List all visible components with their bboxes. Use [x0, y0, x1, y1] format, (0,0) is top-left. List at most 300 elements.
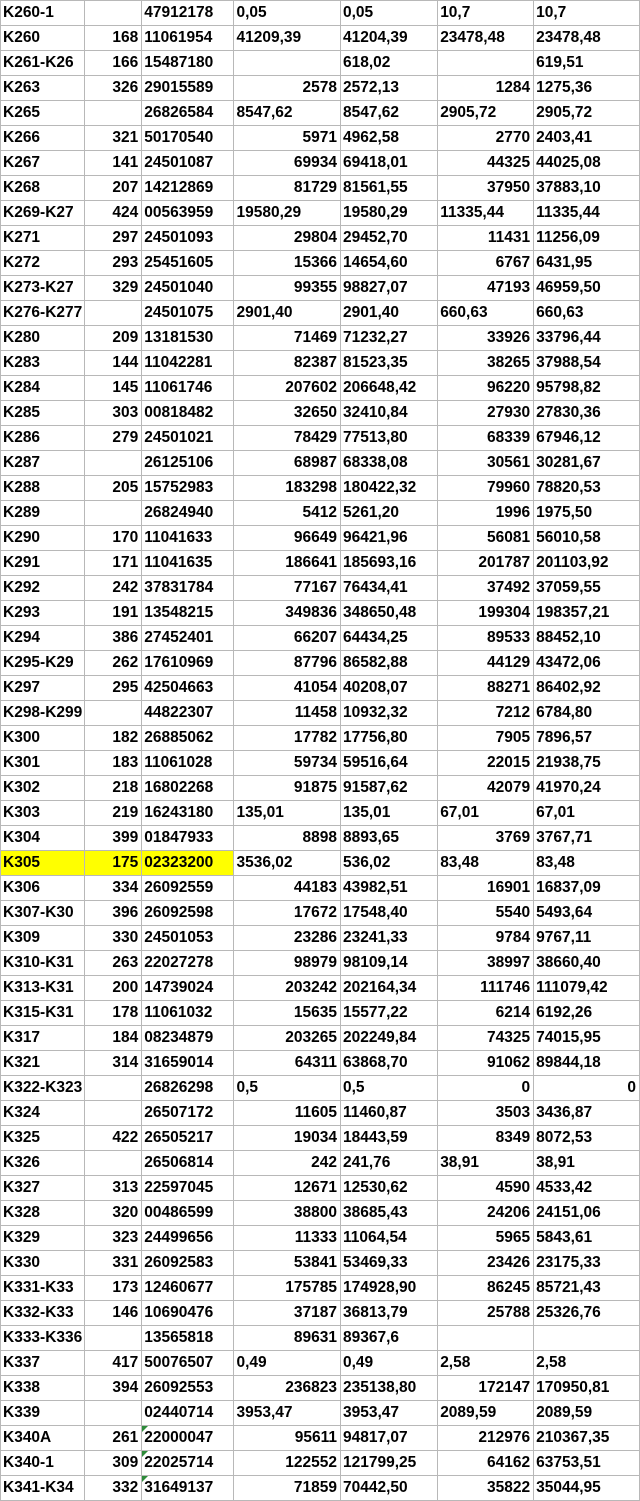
cell-value-1[interactable]: 32650	[234, 401, 340, 426]
cell-value-3[interactable]: 35822	[438, 1476, 534, 1501]
cell-value-2[interactable]: 32410,84	[340, 401, 437, 426]
cell-name[interactable]: K285	[1, 401, 85, 426]
cell-name[interactable]: K325	[1, 1126, 85, 1151]
cell-value-1[interactable]: 207602	[234, 376, 340, 401]
cell-value-3[interactable]: 67,01	[438, 801, 534, 826]
cell-value-3[interactable]: 2770	[438, 126, 534, 151]
cell-code[interactable]: 15752983	[142, 476, 234, 501]
cell-number[interactable]	[85, 1151, 142, 1176]
cell-value-1[interactable]: 2901,40	[234, 301, 340, 326]
cell-value-4[interactable]: 89844,18	[534, 1051, 640, 1076]
cell-value-1[interactable]: 96649	[234, 526, 340, 551]
cell-value-1[interactable]: 37187	[234, 1301, 340, 1326]
cell-value-2[interactable]: 14654,60	[340, 251, 437, 276]
cell-code[interactable]: 26826584	[142, 101, 234, 126]
cell-code[interactable]: 31649137	[142, 1476, 234, 1501]
cell-value-4[interactable]: 6784,80	[534, 701, 640, 726]
cell-code[interactable]: 26505217	[142, 1126, 234, 1151]
cell-value-1[interactable]: 44183	[234, 876, 340, 901]
cell-value-4[interactable]: 35044,95	[534, 1476, 640, 1501]
cell-code[interactable]: 13181530	[142, 326, 234, 351]
cell-name[interactable]: K321	[1, 1051, 85, 1076]
cell-value-2[interactable]: 17756,80	[340, 726, 437, 751]
cell-name[interactable]: K290	[1, 526, 85, 551]
cell-number[interactable]	[85, 501, 142, 526]
cell-value-4[interactable]: 11256,09	[534, 226, 640, 251]
cell-value-4[interactable]: 170950,81	[534, 1376, 640, 1401]
cell-value-4[interactable]: 38660,40	[534, 951, 640, 976]
cell-number[interactable]	[85, 1326, 142, 1351]
cell-value-3[interactable]: 79960	[438, 476, 534, 501]
cell-code[interactable]: 11061746	[142, 376, 234, 401]
cell-value-1[interactable]: 203265	[234, 1026, 340, 1051]
cell-number[interactable]: 145	[85, 376, 142, 401]
cell-code[interactable]: 26507172	[142, 1101, 234, 1126]
cell-code[interactable]: 02323200	[142, 851, 234, 876]
cell-value-3[interactable]: 2905,72	[438, 101, 534, 126]
cell-code[interactable]: 22027278	[142, 951, 234, 976]
cell-value-4[interactable]: 46959,50	[534, 276, 640, 301]
cell-number[interactable]: 293	[85, 251, 142, 276]
cell-name[interactable]: K260	[1, 26, 85, 51]
cell-name[interactable]: K265	[1, 101, 85, 126]
cell-number[interactable]: 242	[85, 576, 142, 601]
cell-value-2[interactable]: 38685,43	[340, 1201, 437, 1226]
cell-value-2[interactable]: 89367,6	[340, 1326, 437, 1351]
cell-number[interactable]: 205	[85, 476, 142, 501]
cell-value-3[interactable]: 6767	[438, 251, 534, 276]
cell-value-4[interactable]: 0	[534, 1076, 640, 1101]
cell-code[interactable]: 24501093	[142, 226, 234, 251]
cell-value-1[interactable]: 98979	[234, 951, 340, 976]
cell-value-1[interactable]: 59734	[234, 751, 340, 776]
cell-value-3[interactable]: 7212	[438, 701, 534, 726]
cell-value-1[interactable]: 87796	[234, 651, 340, 676]
cell-value-1[interactable]: 71469	[234, 326, 340, 351]
cell-value-4[interactable]: 198357,21	[534, 601, 640, 626]
cell-value-1[interactable]: 71859	[234, 1476, 340, 1501]
cell-value-2[interactable]: 18443,59	[340, 1126, 437, 1151]
cell-value-3[interactable]: 16901	[438, 876, 534, 901]
cell-name[interactable]: K302	[1, 776, 85, 801]
cell-number[interactable]: 209	[85, 326, 142, 351]
cell-value-2[interactable]: 15577,22	[340, 1001, 437, 1026]
cell-value-2[interactable]: 59516,64	[340, 751, 437, 776]
cell-name[interactable]: K286	[1, 426, 85, 451]
cell-code[interactable]: 11041633	[142, 526, 234, 551]
cell-code[interactable]: 26092583	[142, 1251, 234, 1276]
cell-value-4[interactable]: 23175,33	[534, 1251, 640, 1276]
cell-value-2[interactable]: 185693,16	[340, 551, 437, 576]
cell-name[interactable]: K294	[1, 626, 85, 651]
cell-number[interactable]: 182	[85, 726, 142, 751]
cell-value-3[interactable]: 201787	[438, 551, 534, 576]
cell-value-1[interactable]: 242	[234, 1151, 340, 1176]
cell-value-2[interactable]: 86582,88	[340, 651, 437, 676]
cell-value-1[interactable]: 2578	[234, 76, 340, 101]
cell-value-4[interactable]: 6192,26	[534, 1001, 640, 1026]
cell-number[interactable]: 321	[85, 126, 142, 151]
cell-value-2[interactable]: 70442,50	[340, 1476, 437, 1501]
cell-value-3[interactable]: 86245	[438, 1276, 534, 1301]
cell-number[interactable]: 262	[85, 651, 142, 676]
cell-value-2[interactable]: 8893,65	[340, 826, 437, 851]
cell-value-2[interactable]: 3953,47	[340, 1401, 437, 1426]
cell-code[interactable]: 14212869	[142, 176, 234, 201]
cell-value-4[interactable]: 67946,12	[534, 426, 640, 451]
cell-value-2[interactable]: 23241,33	[340, 926, 437, 951]
cell-code[interactable]: 00486599	[142, 1201, 234, 1226]
cell-value-2[interactable]: 0,5	[340, 1076, 437, 1101]
cell-value-1[interactable]: 19580,29	[234, 201, 340, 226]
cell-code[interactable]: 27452401	[142, 626, 234, 651]
cell-value-2[interactable]: 81523,35	[340, 351, 437, 376]
cell-code[interactable]: 26125106	[142, 451, 234, 476]
cell-value-4[interactable]: 5843,61	[534, 1226, 640, 1251]
cell-number[interactable]: 326	[85, 76, 142, 101]
cell-value-4[interactable]: 7896,57	[534, 726, 640, 751]
cell-code[interactable]: 24501087	[142, 151, 234, 176]
cell-value-3[interactable]: 199304	[438, 601, 534, 626]
cell-number[interactable]: 175	[85, 851, 142, 876]
cell-value-2[interactable]: 8547,62	[340, 101, 437, 126]
cell-value-2[interactable]: 536,02	[340, 851, 437, 876]
cell-number[interactable]: 261	[85, 1426, 142, 1451]
cell-number[interactable]: 386	[85, 626, 142, 651]
cell-value-2[interactable]: 2901,40	[340, 301, 437, 326]
cell-code[interactable]: 11061028	[142, 751, 234, 776]
cell-name[interactable]: K326	[1, 1151, 85, 1176]
cell-value-1[interactable]: 15366	[234, 251, 340, 276]
cell-number[interactable]: 173	[85, 1276, 142, 1301]
cell-value-3[interactable]: 111746	[438, 976, 534, 1001]
cell-value-4[interactable]: 41970,24	[534, 776, 640, 801]
cell-value-1[interactable]: 0,49	[234, 1351, 340, 1376]
cell-value-4[interactable]: 16837,09	[534, 876, 640, 901]
cell-value-2[interactable]: 19580,29	[340, 201, 437, 226]
cell-value-4[interactable]: 38,91	[534, 1151, 640, 1176]
cell-value-1[interactable]: 95611	[234, 1426, 340, 1451]
cell-value-2[interactable]: 77513,80	[340, 426, 437, 451]
cell-name[interactable]: K280	[1, 326, 85, 351]
cell-value-4[interactable]: 6431,95	[534, 251, 640, 276]
cell-code[interactable]: 26506814	[142, 1151, 234, 1176]
cell-number[interactable]: 320	[85, 1201, 142, 1226]
cell-value-1[interactable]: 89631	[234, 1326, 340, 1351]
cell-value-2[interactable]: 12530,62	[340, 1176, 437, 1201]
cell-value-1[interactable]: 3536,02	[234, 851, 340, 876]
cell-value-4[interactable]: 83,48	[534, 851, 640, 876]
cell-value-1[interactable]: 77167	[234, 576, 340, 601]
cell-value-1[interactable]: 203242	[234, 976, 340, 1001]
cell-name[interactable]: K306	[1, 876, 85, 901]
cell-value-2[interactable]: 121799,25	[340, 1451, 437, 1476]
cell-number[interactable]: 171	[85, 551, 142, 576]
cell-name[interactable]: K307-K30	[1, 901, 85, 926]
cell-value-4[interactable]: 37883,10	[534, 176, 640, 201]
cell-value-3[interactable]: 23478,48	[438, 26, 534, 51]
cell-value-2[interactable]: 174928,90	[340, 1276, 437, 1301]
cell-number[interactable]: 422	[85, 1126, 142, 1151]
cell-value-2[interactable]: 71232,27	[340, 326, 437, 351]
cell-value-3[interactable]: 68339	[438, 426, 534, 451]
cell-value-2[interactable]: 98109,14	[340, 951, 437, 976]
cell-number[interactable]	[85, 1101, 142, 1126]
cell-code[interactable]: 17610969	[142, 651, 234, 676]
cell-code[interactable]: 26092553	[142, 1376, 234, 1401]
cell-name[interactable]: K271	[1, 226, 85, 251]
cell-value-4[interactable]: 3436,87	[534, 1101, 640, 1126]
cell-value-3[interactable]: 6214	[438, 1001, 534, 1026]
cell-value-4[interactable]: 67,01	[534, 801, 640, 826]
cell-value-2[interactable]: 0,05	[340, 1, 437, 26]
cell-name[interactable]: K340-1	[1, 1451, 85, 1476]
cell-code[interactable]: 13565818	[142, 1326, 234, 1351]
cell-code[interactable]: 50076507	[142, 1351, 234, 1376]
cell-value-4[interactable]: 78820,53	[534, 476, 640, 501]
cell-code[interactable]: 24501040	[142, 276, 234, 301]
cell-value-4[interactable]: 63753,51	[534, 1451, 640, 1476]
cell-value-1[interactable]: 5971	[234, 126, 340, 151]
cell-value-1[interactable]: 66207	[234, 626, 340, 651]
cell-number[interactable]: 332	[85, 1476, 142, 1501]
cell-value-2[interactable]: 36813,79	[340, 1301, 437, 1326]
cell-name[interactable]: K260-1	[1, 1, 85, 26]
cell-value-4[interactable]: 2403,41	[534, 126, 640, 151]
cell-value-3[interactable]: 11431	[438, 226, 534, 251]
cell-value-4[interactable]: 3767,71	[534, 826, 640, 851]
cell-code[interactable]: 47912178	[142, 1, 234, 26]
cell-code[interactable]: 44822307	[142, 701, 234, 726]
cell-number[interactable]: 394	[85, 1376, 142, 1401]
cell-code[interactable]: 12460677	[142, 1276, 234, 1301]
cell-value-4[interactable]: 30281,67	[534, 451, 640, 476]
cell-value-4[interactable]: 210367,35	[534, 1426, 640, 1451]
cell-name[interactable]: K266	[1, 126, 85, 151]
cell-number[interactable]: 263	[85, 951, 142, 976]
cell-value-2[interactable]: 17548,40	[340, 901, 437, 926]
cell-value-4[interactable]: 2905,72	[534, 101, 640, 126]
cell-value-3[interactable]: 38,91	[438, 1151, 534, 1176]
cell-value-1[interactable]: 15635	[234, 1001, 340, 1026]
cell-value-3[interactable]: 44129	[438, 651, 534, 676]
cell-value-1[interactable]: 17782	[234, 726, 340, 751]
cell-value-3[interactable]: 660,63	[438, 301, 534, 326]
cell-code[interactable]: 22000047	[142, 1426, 234, 1451]
cell-value-2[interactable]: 76434,41	[340, 576, 437, 601]
cell-number[interactable]	[85, 301, 142, 326]
cell-number[interactable]	[85, 101, 142, 126]
cell-value-2[interactable]: 69418,01	[340, 151, 437, 176]
cell-value-2[interactable]: 64434,25	[340, 626, 437, 651]
cell-name[interactable]: K329	[1, 1226, 85, 1251]
cell-value-1[interactable]: 175785	[234, 1276, 340, 1301]
cell-code[interactable]: 22025714	[142, 1451, 234, 1476]
cell-value-4[interactable]: 27830,36	[534, 401, 640, 426]
cell-value-4[interactable]: 33796,44	[534, 326, 640, 351]
cell-number[interactable]	[85, 701, 142, 726]
cell-code[interactable]: 00563959	[142, 201, 234, 226]
cell-name[interactable]: K284	[1, 376, 85, 401]
cell-value-3[interactable]: 212976	[438, 1426, 534, 1451]
cell-number[interactable]: 303	[85, 401, 142, 426]
cell-code[interactable]: 00818482	[142, 401, 234, 426]
cell-value-3[interactable]: 11335,44	[438, 201, 534, 226]
cell-value-3[interactable]: 38997	[438, 951, 534, 976]
cell-value-4[interactable]: 660,63	[534, 301, 640, 326]
cell-code[interactable]: 13548215	[142, 601, 234, 626]
cell-value-1[interactable]: 236823	[234, 1376, 340, 1401]
cell-value-4[interactable]: 201103,92	[534, 551, 640, 576]
cell-code[interactable]: 42504663	[142, 676, 234, 701]
cell-name[interactable]: K315-K31	[1, 1001, 85, 1026]
cell-value-3[interactable]	[438, 51, 534, 76]
cell-name[interactable]: K309	[1, 926, 85, 951]
cell-value-2[interactable]: 0,49	[340, 1351, 437, 1376]
cell-value-3[interactable]: 2,58	[438, 1351, 534, 1376]
cell-number[interactable]: 191	[85, 601, 142, 626]
cell-code[interactable]: 10690476	[142, 1301, 234, 1326]
cell-name[interactable]: K272	[1, 251, 85, 276]
cell-value-2[interactable]: 348650,48	[340, 601, 437, 626]
cell-value-1[interactable]: 11333	[234, 1226, 340, 1251]
cell-value-1[interactable]: 19034	[234, 1126, 340, 1151]
cell-number[interactable]: 331	[85, 1251, 142, 1276]
cell-value-4[interactable]: 43472,06	[534, 651, 640, 676]
cell-code[interactable]: 02440714	[142, 1401, 234, 1426]
cell-name[interactable]: K267	[1, 151, 85, 176]
cell-number[interactable]: 329	[85, 276, 142, 301]
cell-value-2[interactable]: 618,02	[340, 51, 437, 76]
cell-value-4[interactable]: 4533,42	[534, 1176, 640, 1201]
cell-code[interactable]: 24501021	[142, 426, 234, 451]
cell-number[interactable]: 183	[85, 751, 142, 776]
cell-value-3[interactable]: 1284	[438, 76, 534, 101]
cell-value-2[interactable]: 40208,07	[340, 676, 437, 701]
cell-value-1[interactable]: 53841	[234, 1251, 340, 1276]
cell-number[interactable]: 146	[85, 1301, 142, 1326]
cell-value-1[interactable]: 29804	[234, 226, 340, 251]
cell-value-3[interactable]: 23426	[438, 1251, 534, 1276]
cell-name[interactable]: K338	[1, 1376, 85, 1401]
cell-value-1[interactable]: 183298	[234, 476, 340, 501]
cell-name[interactable]: K297	[1, 676, 85, 701]
cell-value-3[interactable]: 27930	[438, 401, 534, 426]
cell-value-1[interactable]: 38800	[234, 1201, 340, 1226]
cell-number[interactable]	[85, 1, 142, 26]
cell-value-3[interactable]: 2089,59	[438, 1401, 534, 1426]
cell-number[interactable]	[85, 451, 142, 476]
cell-value-1[interactable]: 11458	[234, 701, 340, 726]
cell-name[interactable]: K295-K29	[1, 651, 85, 676]
cell-code[interactable]: 14739024	[142, 976, 234, 1001]
cell-code[interactable]: 16243180	[142, 801, 234, 826]
cell-value-2[interactable]: 29452,70	[340, 226, 437, 251]
cell-value-2[interactable]: 202249,84	[340, 1026, 437, 1051]
cell-name[interactable]: K317	[1, 1026, 85, 1051]
cell-value-2[interactable]: 206648,42	[340, 376, 437, 401]
cell-value-2[interactable]: 135,01	[340, 801, 437, 826]
cell-name[interactable]: K261-K26	[1, 51, 85, 76]
cell-value-3[interactable]: 91062	[438, 1051, 534, 1076]
cell-value-1[interactable]: 8547,62	[234, 101, 340, 126]
cell-value-3[interactable]: 10,7	[438, 1, 534, 26]
cell-name[interactable]: K287	[1, 451, 85, 476]
cell-name[interactable]: K337	[1, 1351, 85, 1376]
cell-value-3[interactable]: 1996	[438, 501, 534, 526]
cell-name[interactable]: K313-K31	[1, 976, 85, 1001]
cell-number[interactable]: 279	[85, 426, 142, 451]
cell-name[interactable]: K300	[1, 726, 85, 751]
cell-code[interactable]: 22597045	[142, 1176, 234, 1201]
cell-code[interactable]: 25451605	[142, 251, 234, 276]
cell-name[interactable]: K263	[1, 76, 85, 101]
cell-name[interactable]: K328	[1, 1201, 85, 1226]
cell-code[interactable]: 15487180	[142, 51, 234, 76]
cell-number[interactable]: 424	[85, 201, 142, 226]
cell-value-3[interactable]: 33926	[438, 326, 534, 351]
cell-value-1[interactable]: 186641	[234, 551, 340, 576]
cell-value-4[interactable]: 25326,76	[534, 1301, 640, 1326]
cell-value-4[interactable]: 1275,36	[534, 76, 640, 101]
cell-value-4[interactable]	[534, 1326, 640, 1351]
cell-value-1[interactable]: 64311	[234, 1051, 340, 1076]
cell-name[interactable]: K330	[1, 1251, 85, 1276]
cell-name[interactable]: K292	[1, 576, 85, 601]
cell-value-2[interactable]: 202164,34	[340, 976, 437, 1001]
cell-number[interactable]: 313	[85, 1176, 142, 1201]
cell-name[interactable]: K283	[1, 351, 85, 376]
cell-value-2[interactable]: 241,76	[340, 1151, 437, 1176]
cell-value-1[interactable]: 23286	[234, 926, 340, 951]
cell-value-2[interactable]: 2572,13	[340, 76, 437, 101]
cell-value-2[interactable]: 81561,55	[340, 176, 437, 201]
cell-value-2[interactable]: 5261,20	[340, 501, 437, 526]
cell-number[interactable]	[85, 1076, 142, 1101]
cell-value-2[interactable]: 235138,80	[340, 1376, 437, 1401]
cell-value-3[interactable]: 74325	[438, 1026, 534, 1051]
cell-code[interactable]: 08234879	[142, 1026, 234, 1051]
cell-code[interactable]: 26092559	[142, 876, 234, 901]
cell-name[interactable]: K273-K27	[1, 276, 85, 301]
cell-code[interactable]: 26824940	[142, 501, 234, 526]
cell-name[interactable]: K341-K34	[1, 1476, 85, 1501]
cell-value-4[interactable]: 2089,59	[534, 1401, 640, 1426]
cell-value-2[interactable]: 11064,54	[340, 1226, 437, 1251]
cell-value-3[interactable]: 24206	[438, 1201, 534, 1226]
cell-code[interactable]: 24501053	[142, 926, 234, 951]
cell-name[interactable]: K322-K323	[1, 1076, 85, 1101]
cell-number[interactable]	[85, 1401, 142, 1426]
cell-value-2[interactable]: 98827,07	[340, 276, 437, 301]
cell-value-3[interactable]: 7905	[438, 726, 534, 751]
cell-code[interactable]: 26092598	[142, 901, 234, 926]
cell-value-1[interactable]: 349836	[234, 601, 340, 626]
cell-value-1[interactable]: 11605	[234, 1101, 340, 1126]
cell-number[interactable]: 184	[85, 1026, 142, 1051]
cell-value-3[interactable]: 30561	[438, 451, 534, 476]
cell-value-3[interactable]: 44325	[438, 151, 534, 176]
cell-value-1[interactable]: 69934	[234, 151, 340, 176]
cell-value-1[interactable]: 41209,39	[234, 26, 340, 51]
cell-code[interactable]: 11041635	[142, 551, 234, 576]
cell-value-1[interactable]: 41054	[234, 676, 340, 701]
cell-number[interactable]: 141	[85, 151, 142, 176]
cell-value-4[interactable]: 74015,95	[534, 1026, 640, 1051]
cell-name[interactable]: K333-K336	[1, 1326, 85, 1351]
cell-name[interactable]: K269-K27	[1, 201, 85, 226]
cell-code[interactable]: 11061954	[142, 26, 234, 51]
